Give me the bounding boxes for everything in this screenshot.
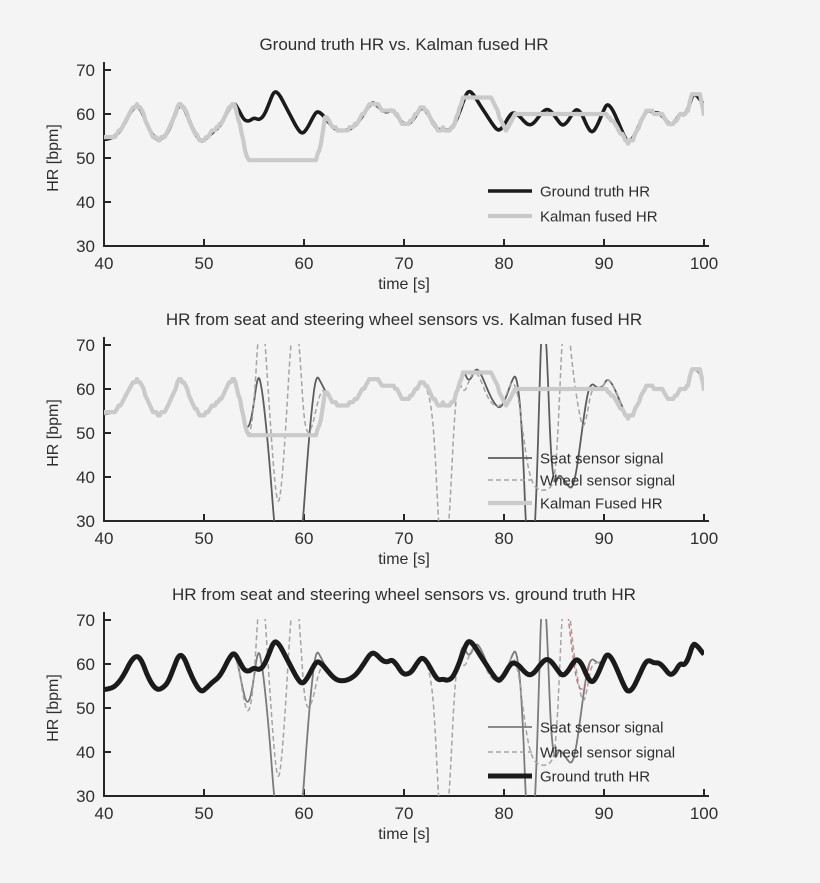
x-tick-label: 100 [689, 254, 719, 273]
y-tick-label: 50 [76, 424, 95, 443]
y-tick-label: 60 [76, 655, 95, 674]
x-tick-label: 60 [294, 804, 314, 823]
series-line-kalman [104, 369, 704, 435]
x-tick-label: 50 [194, 254, 214, 273]
x-tick-label: 50 [194, 529, 214, 548]
y-tick-label: 60 [76, 380, 95, 399]
x-tick-label: 100 [689, 529, 719, 548]
x-tick-label: 40 [94, 254, 114, 273]
x-tick-label: 90 [594, 254, 614, 273]
x-tick-label: 70 [394, 804, 414, 823]
x-axis-label: time [s] [378, 551, 430, 568]
x-tick-label: 80 [494, 254, 514, 273]
y-tick-label: 50 [76, 149, 95, 168]
y-axis-label: HR [bpm] [45, 399, 62, 467]
y-axis-label: HR [bpm] [45, 124, 62, 192]
y-tick-label: 30 [76, 787, 95, 806]
x-tick-label: 60 [294, 529, 314, 548]
chart-title: HR from seat and steering wheel sensors vs. ground truth HR [172, 585, 636, 604]
y-tick-label: 70 [76, 336, 95, 355]
x-tick-label: 90 [594, 529, 614, 548]
y-axis-label: HR [bpm] [45, 674, 62, 742]
y-tick-label: 30 [76, 512, 95, 531]
x-axis-label: time [s] [378, 826, 430, 843]
x-tick-label: 70 [394, 254, 414, 273]
chart-title: Ground truth HR vs. Kalman fused HR [259, 35, 549, 54]
y-tick-label: 40 [76, 468, 95, 487]
x-tick-label: 80 [494, 804, 514, 823]
y-tick-label: 50 [76, 699, 95, 718]
legend-label-ground_truth: Ground truth HR [540, 183, 651, 201]
y-tick-label: 60 [76, 105, 95, 124]
y-tick-label: 40 [76, 743, 95, 762]
y-tick-label: 70 [76, 61, 95, 80]
series-line-ground_truth [104, 642, 704, 691]
x-tick-label: 100 [689, 804, 719, 823]
x-tick-label: 40 [94, 804, 114, 823]
x-tick-label: 40 [94, 529, 114, 548]
chart-sensors-vs-kalman [0, 305, 820, 570]
legend-label-kalman: Kalman Fused HR [540, 495, 663, 513]
legend-label-wheel: Wheel sensor signal [540, 472, 676, 490]
y-tick-label: 40 [76, 193, 95, 212]
chart-sensors-vs-ground-truth [0, 580, 820, 845]
series-line-kalman [104, 94, 704, 160]
x-tick-label: 90 [594, 804, 614, 823]
legend-label-seat: Seat sensor signal [540, 719, 664, 737]
x-axis-label: time [s] [378, 276, 430, 293]
x-tick-label: 80 [494, 529, 514, 548]
legend-label-wheel: Wheel sensor signal [540, 744, 676, 762]
axes-spines [104, 337, 709, 521]
chart-ground-truth-vs-kalman [0, 30, 820, 295]
legend-label-seat: Seat sensor signal [540, 450, 664, 468]
legend-label-kalman: Kalman fused HR [540, 208, 658, 226]
legend-label-ground_truth: Ground truth HR [540, 768, 651, 786]
x-tick-label: 50 [194, 804, 214, 823]
x-tick-label: 70 [394, 529, 414, 548]
y-tick-label: 70 [76, 611, 95, 630]
x-tick-label: 60 [294, 254, 314, 273]
chart-title: HR from seat and steering wheel sensors vs. Kalman fused HR [165, 310, 643, 329]
y-tick-label: 30 [76, 237, 95, 256]
